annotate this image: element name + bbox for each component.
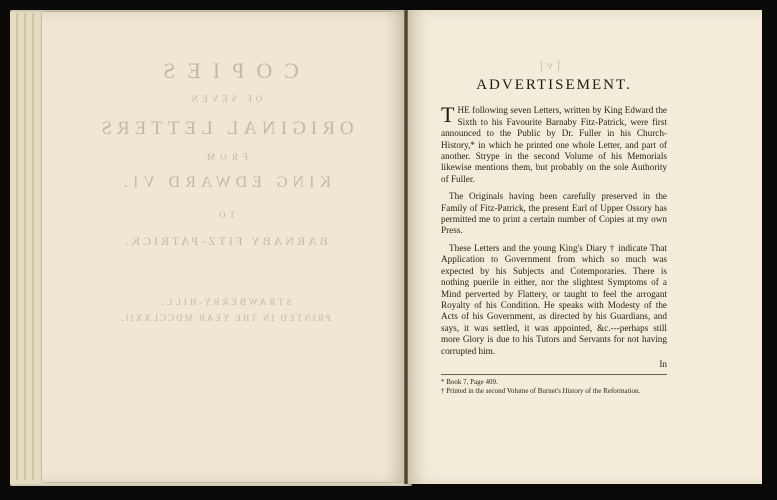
bleed-line: TO bbox=[215, 210, 235, 220]
paragraph-2: The Originals having been carefully preserved in the Family of Fitz-Patrick, the present Earl of Upper Ossory has permitted me to print a certain number of Copies at my own Press. bbox=[441, 191, 667, 236]
bleed-line: OF SEVEN bbox=[187, 94, 263, 104]
catchword: In bbox=[659, 358, 667, 369]
paragraph-1-text: HE following seven Letters, written by King Edward the Sixth to his Favourite Barnaby Fitz-Patrick, were first announced to the Public by Dr. Fuller in his Church-History,* in which he printed one whole Letter, and part of another. Strype in the second Volume of his Memorials likewise mentions them, but probably on the sole Authority of Fuller. bbox=[441, 105, 667, 184]
page-heading: ADVERTISEMENT. bbox=[476, 77, 632, 93]
footnote-rule bbox=[441, 374, 667, 375]
paragraph-1 bbox=[441, 102, 667, 185]
bleed-line: KING EDWARD VI. bbox=[118, 174, 332, 191]
bleed-line: BARNABY FITZ-PATRICK. bbox=[122, 234, 328, 248]
drop-cap: T bbox=[441, 102, 455, 128]
footnote: † Printed in the second Volume of Burnet's History of the Reformation. bbox=[441, 387, 641, 396]
advertisement-text bbox=[441, 77, 667, 396]
title-page-bleed-through bbox=[60, 58, 390, 323]
bleed-line: COPIES bbox=[151, 58, 299, 83]
bleed-line: FROM bbox=[202, 152, 248, 162]
bleed-line: STRAWBERRY-HILL: bbox=[158, 297, 292, 307]
bleed-line: ORIGINAL LETTERS bbox=[96, 118, 354, 139]
book-gutter bbox=[404, 10, 408, 484]
bleed-line: PRINTED IN THE YEAR MDCCLXXII. bbox=[119, 313, 331, 323]
page-edge bbox=[32, 13, 34, 480]
page-edge bbox=[24, 13, 26, 480]
footnote: * Book 7, Page 409. bbox=[441, 378, 498, 387]
paragraph-3: These Letters and the young King's Diary † indicate That Application to Government from which so much was expected by his Subjects and Cotemporaries. There is nothing puerile in either, nor the slightest Symptoms of a Mind perverted by Flattery, or taught to feel the arrogant Royalty of his Condition. He speaks with Modesty of the Acts of his Government, as directed by his Guardians, and says, it was settled, it was appointed, &c.---perhaps still more Glory is due to his Tutors and Servants for not having corrupted him. bbox=[441, 242, 667, 356]
page-edge bbox=[16, 13, 18, 480]
bleed-page-number: [ v ] bbox=[540, 58, 560, 72]
